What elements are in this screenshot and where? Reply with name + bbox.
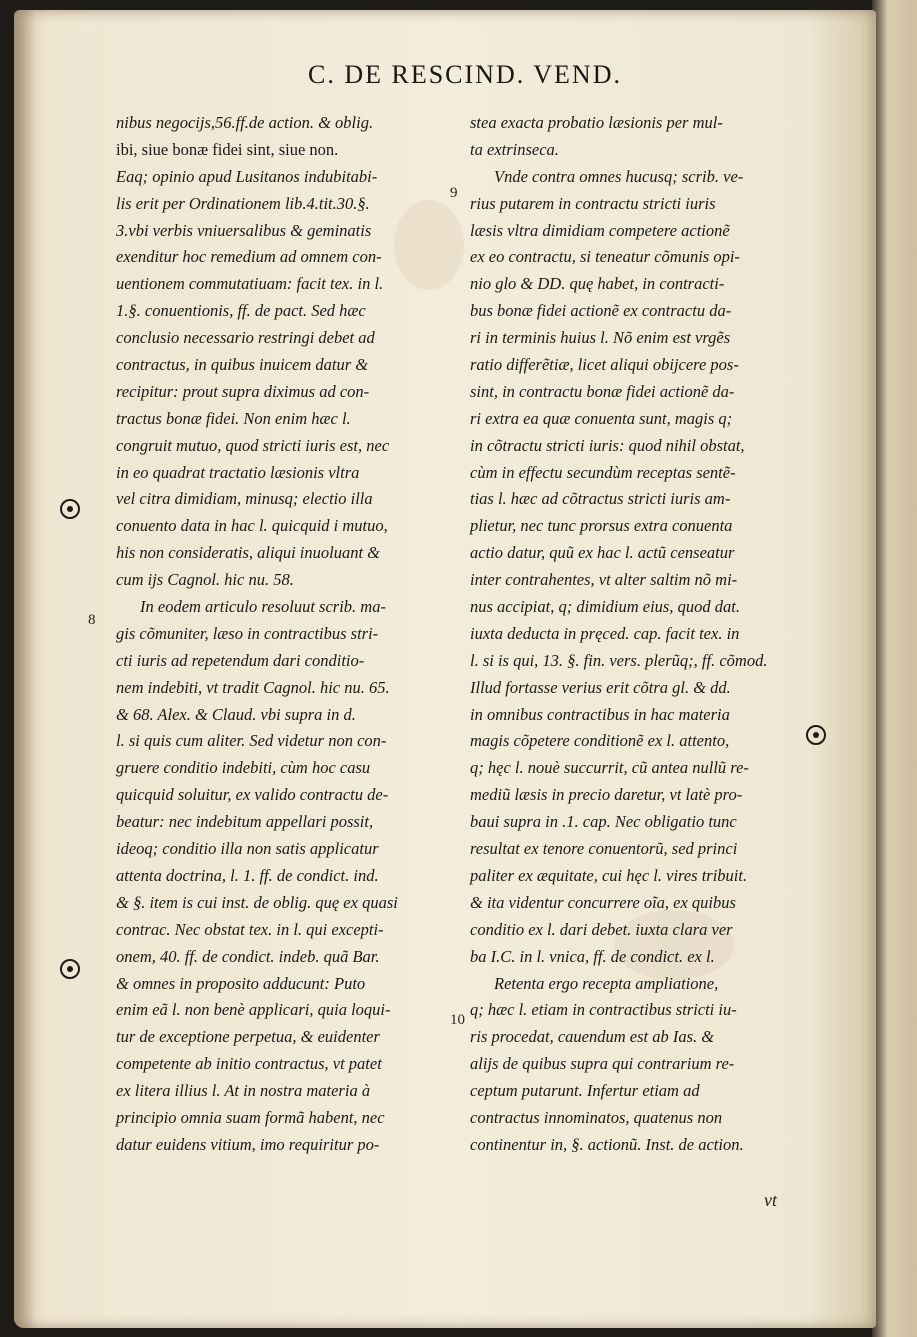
text-line: In eodem articulo resoluut scrib. ma- xyxy=(140,597,386,617)
text-line: contractus innominatos, quatenus non xyxy=(470,1107,723,1127)
text-line: q; hęc l. nouè succurrit, cũ antea nullũ re- xyxy=(470,758,749,778)
text-line: tractus bonæ fidei. Non enim hæc l. xyxy=(116,408,351,428)
text-line: Eaq; opinio apud Lusitanos indubitabi- xyxy=(116,166,378,186)
text-line: magis cõpetere conditionẽ ex l. attento, xyxy=(470,731,730,751)
text-line: & §. item is cui inst. de oblig. quę ex quasi xyxy=(116,892,398,912)
text-line: nem indebiti, vt tradit Cagnol. hic nu. 65. xyxy=(116,677,390,697)
text-line: enim eã l. non benè applicari, quia loqui- xyxy=(116,1000,391,1020)
text-line: nio glo & DD. quę habet, in contracti- xyxy=(470,274,725,294)
text-line: conuento data in hac l. quicquid i mutuo, xyxy=(116,516,388,536)
circle-marker-icon xyxy=(806,725,826,745)
text-line: mediũ læsis in precio daretur, vt latè pro- xyxy=(470,785,743,805)
text-line: 3.vbi verbis vniuersalibus & geminatis xyxy=(116,220,372,240)
text-line: congruit mutuo, quod stricti iuris est, nec xyxy=(116,435,390,455)
text-line: inter contrahentes, vt alter saltim nõ mi- xyxy=(470,570,738,590)
text-line: iuxta deducta in pręced. cap. facit tex. in xyxy=(470,623,740,643)
text-line: & 68. Alex. & Claud. vbi supra in d. xyxy=(116,704,356,724)
text-line: actio datur, quũ ex hac l. actũ censeatur xyxy=(470,543,735,563)
text-line: onem, 40. ff. de condict. indeb. quã Bar. xyxy=(116,946,380,966)
text-line: cùm in effectu secundùm receptas sentẽ- xyxy=(470,462,736,482)
text-line: ex eo contractu, si teneatur cõmunis opi- xyxy=(470,247,740,267)
text-line: ratio differẽtiæ, licet aliqui obijcere pos- xyxy=(470,355,739,375)
text-line: continentur in, §. actionũ. Inst. de action. xyxy=(470,1134,744,1154)
text-line: Illud fortasse verius erit cõtra gl. & dd. xyxy=(470,677,731,697)
text-line: contractus, in quibus inuicem datur & xyxy=(116,355,369,375)
text-line: principio omnia suam formã habent, nec xyxy=(116,1107,385,1127)
text-line: læsis vltra dimidiam competere actionẽ xyxy=(470,220,730,240)
right-text-column xyxy=(470,110,788,1159)
text-line: tias l. hæc ad cõtractus stricti iuris am- xyxy=(470,489,731,509)
text-line: ba I.C. in l. vnica, ff. de condict. ex l. xyxy=(470,946,715,966)
text-line: nibus negocijs,56.ff.de action. & oblig. xyxy=(116,113,374,132)
left-text-column xyxy=(116,110,416,1159)
text-line: conditio ex l. dari debet. iuxta clara ver xyxy=(470,919,733,939)
text-line: cti iuris ad repetendum dari conditio- xyxy=(116,650,365,670)
text-line: sint, in contractu bonæ fidei actionẽ da- xyxy=(470,381,735,401)
text-line: contrac. Nec obstat tex. in l. qui excepti- xyxy=(116,919,384,939)
text-line: ex litera illius l. At in nostra materia à xyxy=(116,1081,371,1101)
text-line: gruere conditio indebiti, cùm hoc casu xyxy=(116,758,371,778)
text-line: in omnibus contractibus in hac materia xyxy=(470,704,730,724)
text-line: Retenta ergo recepta ampliatione, xyxy=(494,973,719,993)
text-line: datur euidens vitium, imo requiritur po- xyxy=(116,1134,380,1154)
text-line: ideoq; conditio illa non satis applicatur xyxy=(116,839,379,859)
text-line: ri in terminis huius l. Nõ enim est vrgẽs xyxy=(470,328,731,348)
text-line: ceptum putarunt. Infertur etiam ad xyxy=(470,1081,700,1101)
text-line: baui supra in .1. cap. Nec obligatio tunc xyxy=(470,812,737,832)
paragraph-number: 10 xyxy=(450,1012,465,1028)
text-line: Vnde contra omnes hucusq; scrib. ve- xyxy=(494,166,744,186)
paragraph-number: 8 xyxy=(88,612,96,628)
text-line: in cõtractu stricti iuris: quod nihil obstat, xyxy=(470,435,745,455)
text-line: cum ijs Cagnol. hic nu. 58. xyxy=(116,570,294,590)
text-line: nus accipiat, q; dimidium eius, quod dat. xyxy=(470,597,740,617)
text-line: ta extrinseca. xyxy=(470,139,559,159)
next-page-edge xyxy=(872,0,917,1337)
text-line: resultat ex tenore conuentorũ, sed princi xyxy=(470,839,738,859)
text-line: beatur: nec indebitum appellari possit, xyxy=(116,812,374,832)
text-line: vel citra dimidiam, minusq; electio illa xyxy=(116,489,373,509)
text-line: ri extra ea quæ conuenta sunt, magis q; xyxy=(470,408,733,428)
running-head: C. DE RESCIND. VEND. xyxy=(308,60,622,89)
text-line: q; hæc l. etiam in contractibus stricti iu- xyxy=(470,1000,737,1020)
text-line: exenditur hoc remedium ad omnem con- xyxy=(116,247,382,267)
text-line: & omnes in proposito adducunt: Puto xyxy=(116,973,366,993)
text-line: conclusio necessario restringi debet ad xyxy=(116,328,375,348)
text-line: ris procedat, cauendum est ab Ias. & xyxy=(470,1027,715,1047)
text-line: stea exacta probatio læsionis per mul- xyxy=(470,113,723,132)
text-line: quicquid soluitur, ex valido contractu de- xyxy=(116,785,389,805)
text-line: uentionem commutatiuam: facit tex. in l. xyxy=(116,274,384,294)
text-line: plietur, nec tunc prorsus extra conuenta xyxy=(470,516,733,536)
circle-marker-icon xyxy=(60,499,80,519)
text-line: & ita videntur concurrere oĩa, ex quibus xyxy=(470,892,736,912)
paragraph-number: 9 xyxy=(450,185,458,201)
text-line: l. si quis cum aliter. Sed videtur non con- xyxy=(116,731,387,751)
text-line: 1.§. conuentionis, ff. de pact. Sed hæc xyxy=(116,301,366,321)
text-line: rius putarem in contractu stricti iuris xyxy=(470,193,716,213)
text-line: in eo quadrat tractatio læsionis vltra xyxy=(116,462,360,482)
text-line: gis cõmuniter, læso in contractibus stri- xyxy=(116,623,379,643)
text-line: attenta doctrina, l. 1. ff. de condict. ind. xyxy=(116,865,379,885)
text-line: lis erit per Ordinationem lib.4.tit.30.§. xyxy=(116,193,370,213)
text-line: his non consideratis, aliqui inuoluant & xyxy=(116,543,381,563)
text-line: ibi, siue bonæ fidei sint, siue non. xyxy=(116,139,339,159)
text-line: competente ab initio contractus, vt patet xyxy=(116,1054,382,1074)
text-line: paliter ex æquitate, cui hęc l. vires tribuit. xyxy=(470,865,748,885)
text-line: recipitur: prout supra diximus ad con- xyxy=(116,381,370,401)
circle-marker-icon xyxy=(60,959,80,979)
text-line: alijs de quibus supra qui contrarium re- xyxy=(470,1054,735,1074)
text-line: bus bonæ fidei actionẽ ex contractu da- xyxy=(470,301,732,321)
text-line: l. si is qui, 13. §. fin. vers. plerũq;, ff. cõmod. xyxy=(470,650,768,670)
text-line: tur de exceptione perpetua, & euidenter xyxy=(116,1027,380,1047)
catchword: vt xyxy=(764,1190,777,1210)
